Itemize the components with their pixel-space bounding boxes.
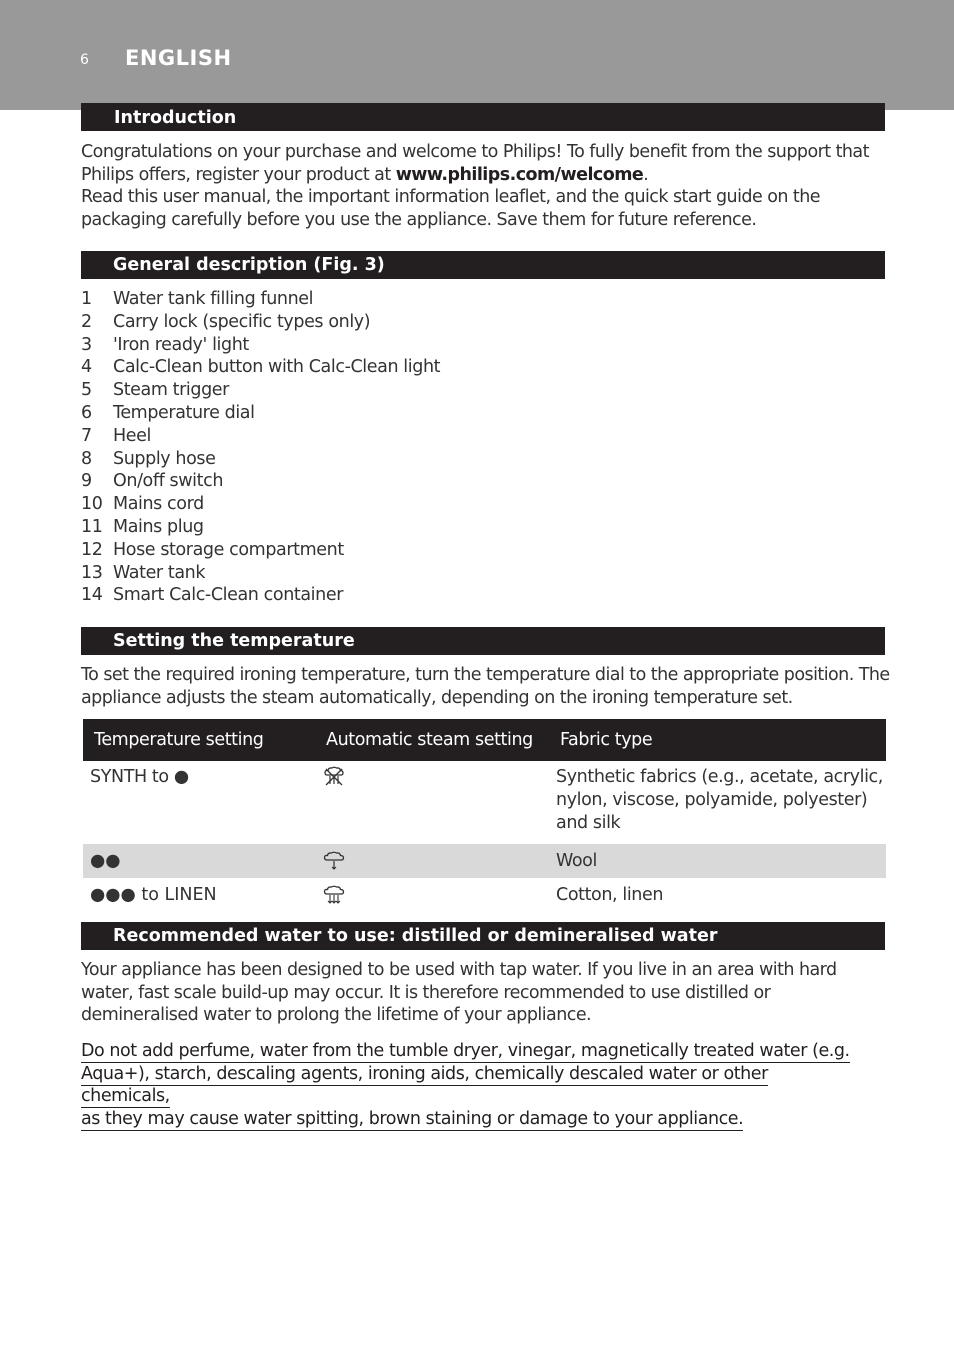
item-number: 13 xyxy=(81,562,103,583)
list-item xyxy=(81,425,781,448)
item-number: 14 xyxy=(81,585,103,606)
table-row xyxy=(83,844,886,878)
fabric-type-cell: Synthetic fabrics (e.g., acetate, acrylic, nylon, viscose, polyamide, polyester) and silk xyxy=(556,767,883,833)
column-header: Automatic steam setting xyxy=(315,719,549,761)
list-item xyxy=(81,379,781,402)
item-number: 10 xyxy=(81,494,103,515)
intro-text: Congratulations on your purchase and welcome to Philips! To fully benefit from the support that Philips offers, register your product at xyxy=(81,142,869,185)
section-heading-introduction: Introduction xyxy=(81,103,885,131)
item-label: Heel xyxy=(113,425,151,446)
header-bar xyxy=(0,0,954,110)
column-header: Temperature setting xyxy=(83,719,315,761)
item-number: 9 xyxy=(81,471,92,492)
intro-paragraph xyxy=(81,141,891,231)
item-number: 2 xyxy=(81,311,92,332)
max-steam-icon xyxy=(322,884,346,906)
temperature-table xyxy=(83,719,886,912)
item-number: 11 xyxy=(81,516,103,537)
item-number: 1 xyxy=(81,289,92,309)
list-item xyxy=(81,334,781,357)
list-item xyxy=(81,584,781,607)
steam-setting-cell xyxy=(315,761,549,844)
item-number: 4 xyxy=(81,357,92,378)
column-header: Fabric type xyxy=(549,719,886,761)
fabric-type-cell: Cotton, linen xyxy=(556,884,664,905)
item-label: Water tank xyxy=(113,562,206,583)
intro-text-end: . xyxy=(643,164,649,185)
item-label: On/off switch xyxy=(113,471,224,492)
list-item xyxy=(81,516,781,539)
item-label: Mains cord xyxy=(113,494,204,515)
item-label: Mains plug xyxy=(113,516,204,537)
section-heading-temperature: Setting the temperature xyxy=(81,627,885,655)
item-label: Calc-Clean button with Calc-Clean light xyxy=(113,357,441,378)
item-label: Smart Calc-Clean container xyxy=(113,585,343,606)
warning-line: Aqua+), starch, descaling agents, ironing aids, chemically descaled water or other chemicals, xyxy=(81,1063,768,1107)
list-item xyxy=(81,288,781,311)
list-item xyxy=(81,402,781,425)
list-item xyxy=(81,356,781,379)
list-item xyxy=(81,311,781,334)
list-item xyxy=(81,539,781,562)
language-title: ENGLISH xyxy=(125,46,232,70)
warning-line: as they may cause water spitting, brown staining or damage to your appliance. xyxy=(81,1109,744,1130)
item-label: Carry lock (specific types only) xyxy=(113,311,371,332)
water-paragraph: Your appliance has been designed to be used with tap water. If you live in an area with hard water, fast scale build-up may occur. It is therefore recommended to use distilled or demineralised water to prolong the lifetime of your appliance. xyxy=(81,960,837,1026)
item-label: 'Iron ready' light xyxy=(113,334,249,355)
temperature-setting-cell: SYNTH to ● xyxy=(90,767,189,787)
steam-setting-cell xyxy=(315,844,549,878)
warning-paragraph xyxy=(81,1040,861,1131)
item-label: Supply hose xyxy=(113,448,216,469)
table-header-row xyxy=(83,719,886,761)
steam-setting-cell xyxy=(315,878,549,912)
item-number: 12 xyxy=(81,539,103,560)
low-steam-icon xyxy=(322,850,346,872)
item-number: 5 xyxy=(81,380,92,401)
section-heading-general-description: General description (Fig. 3) xyxy=(81,251,885,279)
item-label: Steam trigger xyxy=(113,380,229,401)
temperature-setting-cell: ●● xyxy=(83,844,315,878)
fabric-type-cell: Wool xyxy=(549,844,886,878)
item-number: 8 xyxy=(81,448,92,469)
list-item xyxy=(81,562,781,585)
no-steam-icon xyxy=(322,766,346,788)
item-label: Water tank filling funnel xyxy=(113,289,314,309)
item-label: Hose storage compartment xyxy=(113,539,344,560)
warning-line: Do not add perfume, water from the tumble dryer, vinegar, magnetically treated water (e.g. xyxy=(81,1041,850,1061)
list-item xyxy=(81,493,781,516)
item-label: Temperature dial xyxy=(113,402,255,423)
item-number: 6 xyxy=(81,402,92,423)
section-heading-recommended-water: Recommended water to use: distilled or demineralised water xyxy=(81,922,885,950)
list-item xyxy=(81,448,781,471)
temperature-paragraph: To set the required ironing temperature, turn the temperature dial to the appropriate position. The appliance adjusts the steam automatically, depending on the ironing temperature set. xyxy=(81,665,890,708)
philips-welcome-link[interactable]: www.philips.com/welcome xyxy=(395,164,644,185)
list-item xyxy=(81,470,781,493)
intro-text-2: Read this user manual, the important information leaflet, and the quick start guide on the packaging carefully before you use the appliance. Save them for future reference. xyxy=(81,187,820,230)
temperature-setting-cell: ●●● to LINEN xyxy=(90,884,217,905)
page-number: 6 xyxy=(80,52,89,68)
table-row xyxy=(83,878,886,912)
item-number: 3 xyxy=(81,334,92,355)
table-row xyxy=(83,761,886,844)
parts-list xyxy=(81,288,781,607)
item-number: 7 xyxy=(81,425,92,446)
